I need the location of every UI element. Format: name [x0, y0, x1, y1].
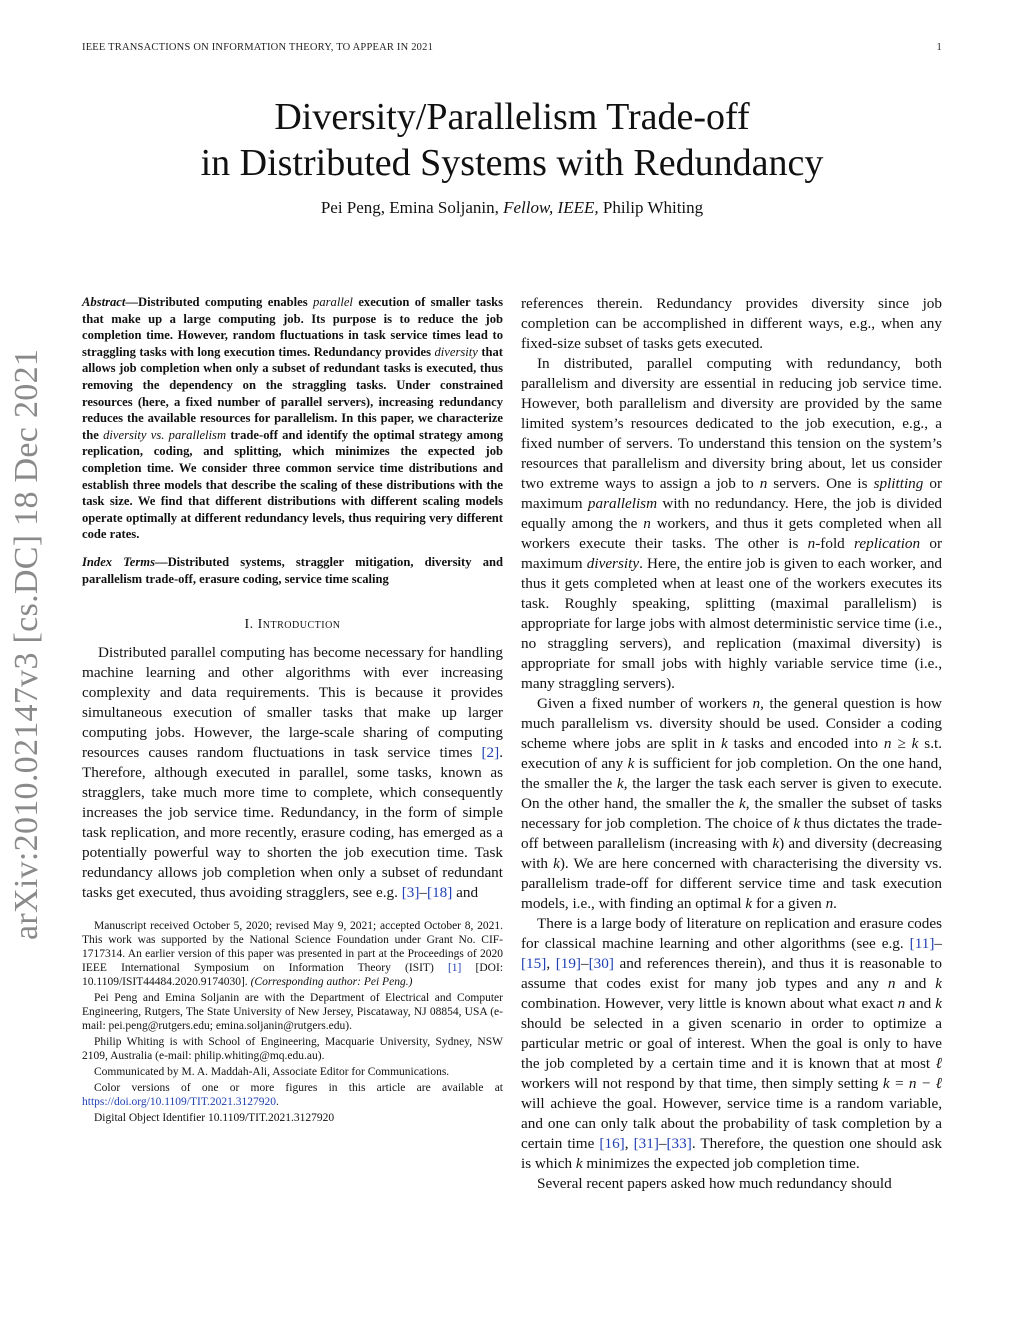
citation-link[interactable]: [33]: [666, 1135, 692, 1152]
title-line-1: Diversity/Parallelism Trade-off: [274, 96, 750, 138]
citation-link[interactable]: [31]: [633, 1135, 659, 1152]
citation-link[interactable]: [1]: [447, 962, 462, 975]
citation-link[interactable]: [19]: [555, 955, 581, 972]
journal-name: IEEE TRANSACTIONS ON INFORMATION THEORY, TO APPEAR IN 2021: [82, 42, 434, 53]
citation-link[interactable]: [2]: [481, 744, 500, 762]
left-column: [82, 294, 503, 1127]
title-line-2: in Distributed Systems with Redundancy: [200, 142, 824, 184]
citation-link[interactable]: [11]: [909, 935, 935, 952]
running-head: [82, 42, 942, 53]
page-number: 1: [936, 42, 942, 53]
author-list: Pei Peng, Emina Soljanin, Fellow, IEEE, Philip Whiting: [320, 198, 704, 217]
citation-link[interactable]: [18]: [427, 884, 453, 902]
arxiv-identifier: arXiv:2010.02147v3 [cs.DC] 18 Dec 2021: [8, 348, 45, 940]
right-column: references therein. Redundancy provides diversity since job completion can be accomplished in different ways, e.g., when any fixed-size subset of tasks gets executed. In distributed, parallel computing with redundancy, both parallelism and diversity are essential in reducing job service time. However, both parallelism and diversity are provided by the same limited system’s resources dedicated to the job execution, e.g., a fixed number of servers. To understand this tension on the system’s resources that parallelism and diversity bring about, let us consider two extreme ways to assign a job to n servers. One is splitting or maximum parallelism with no redundancy. Here, the job is divided equally among the n workers, and thus it gets completed when all workers execute their tasks. The other is n-fold replication or maximum diversity. Here, the entire job is given to each worker, and thus it gets completed when at least one of the workers executes its task. Roughly speaking, splitting (maximal parallelism) is appropriate for large jobs with almost deterministic service time (i.e., no straggling servers), and replication (maximal diversity) is appropriate for small jobs with highly variable service time (i.e., many straggling servers). Given a fixed number of workers n, the general question is how much parallelism vs. diversity should be used. Consider a coding scheme where jobs are split in k tasks and encoded into n ≥ k s.t. execution of any k is sufficient for job completion. On the one hand, the smaller the k, the larger the task each server is given to execute. On the other hand, the smaller the k, the smaller the subset of tasks necessary for job completion. The choice of k thus dictates the trade-off between parallelism (increasing with k) and diversity (decreasing with k). We are here concerned with characterising the diversity vs. parallelism trade-off for different service time and task execution models, i.e., with finding an optimal k for a given n. There is a large body of literature on replication and erasure codes for classical machine learning and other algorithms (see e.g. [11]–[15], [19]–[30] and references therein), and thus it is reasonable to assume that codes exist for many job types and any n and k combination. However, very little is known about what exact n and k should be selected in a given scenario in order to optimize a particular metric or goal of interest. When the goal is only to have the job completed by a certain time and it is known that at most ℓ workers will not respond by that time, then simply setting k = n − ℓ will achieve the goal. However, service time is a random variable, and one can only talk about the probability of task completion by a certain time [16], [31]–[33]. Therefore, the question one should ask is which k minimizes the expected job completion time. Several recent papers asked how much redundancy should: [521, 295, 943, 1192]
citation-link[interactable]: [30]: [588, 955, 614, 972]
paper-title: [100, 94, 924, 186]
citation-link[interactable]: [16]: [599, 1135, 625, 1152]
section-heading-introduction: I. Introduction: [244, 617, 341, 633]
introduction-text-left: Distributed parallel computing has become necessary for handling machine learning and other algorithms with ever increasing complexity and data requirements. This is because it provides simultaneous execution of smaller tasks that make up larger computing jobs. However, the large-scale sharing of computing resources causes random fluctuations in task service times [2]. Therefore, although executed in parallel, some tasks, known as stragglers, take much more time to complete, which consequently increases the job service time. Redundancy, in the form of simple task replication, and more recently, erasure coding, has emerged as a potentially powerful way to shorten the job execution time. Task redundancy allows job completion when only a subset of redundant tasks get executed, thus avoiding stragglers, see e.g. [3]–[18] and: [82, 644, 504, 902]
index-terms: Index Terms—Distributed systems, straggler mitigation, diversity and parallelism trade-off, erasure coding, service time scaling: [82, 554, 503, 586]
footnotes: Manuscript received October 5, 2020; revised May 9, 2021; accepted October 8, 2021. This work was supported by the National Science Foundation under Grant No. CIF-1717314. An earlier version of this paper was presented in part at the Proceedings of 2020 IEEE International Symposium on Information Theory (ISIT) [1] [DOI: 10.1109/ISIT44484.2020.9174030]. (Corresponding author: Pei Peng.) Pei Peng and Emina Soljanin are with the Department of Electrical and Computer Engineering, Rutgers, The State University of New Jersey, Piscataway, NJ 08854, USA (e-mail: pei.peng@rutgers.edu; emina.soljanin@rutgers.edu). Philip Whiting is with School of Engineering, Macquarie University, Sydney, NSW 2109, Australia (e-mail: philip.whiting@mq.edu.au). Communicated by M. A. Maddah-Ali, Associate Editor for Communications. Color versions of one or more figures in this article are available at https://doi.org/10.1109/TIT.2021.3127920. Digital Object Identifier 10.1109/TIT.2021.3127920: [82, 920, 504, 1125]
abstract: Abstract—Distributed computing enables parallel execution of smaller tasks that make up a large computing job. Its purpose is to reduce the job completion time. However, random fluctuations in task service times lead to straggling tasks with long execution times. Redundancy provides diversity that allows job completion when only a subset of redundant tasks is executed, thus removing the dependency on the straggling tasks. Under constrained resources (here, a fixed number of parallel servers), increasing redundancy reduces the available resources for parallelism. In this paper, we characterize the diversity vs. parallelism trade-off and identify the optimal strategy among replication, coding, and splitting, which minimizes the expected job completion time. We consider three common service time distributions and establish three models that describe the scaling of these distributions with the task size. We find that different distributions with different scaling models operate optimally at different redundancy levels, thus requiring very different code rates.: [82, 295, 504, 542]
citation-link[interactable]: [3]: [401, 884, 420, 902]
citation-link[interactable]: [15]: [521, 955, 547, 972]
doi-link[interactable]: https://doi.org/10.1109/TIT.2021.3127920: [82, 1096, 277, 1109]
